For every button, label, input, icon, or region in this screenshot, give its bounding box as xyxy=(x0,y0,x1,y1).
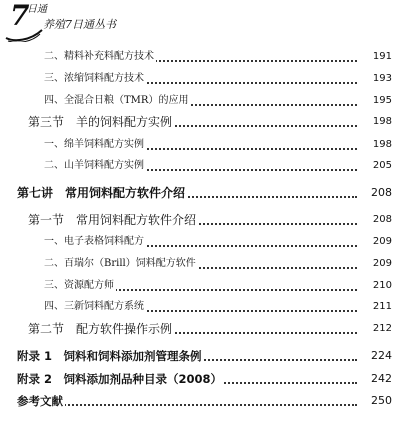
toc-page-number: 198 xyxy=(372,116,392,127)
toc-entry-title: 四、全混合日粮（TMR）的应用 xyxy=(44,91,190,111)
toc-page-number: 198 xyxy=(372,139,392,150)
toc-entry-title: 三、浓缩饲料配方技术 xyxy=(44,69,146,89)
toc-page-number: 209 xyxy=(372,258,392,269)
toc-entry xyxy=(0,210,412,230)
toc-page-number: 242 xyxy=(371,372,392,385)
toc-page-number: 191 xyxy=(372,51,392,62)
toc-entry xyxy=(0,183,412,203)
toc-leader-dots xyxy=(17,404,357,406)
toc-entry-title: 第二节 配方软件操作示例 xyxy=(28,319,174,339)
toc-entry xyxy=(0,232,412,252)
toc-page-number: 205 xyxy=(372,160,392,171)
toc-entry xyxy=(0,369,412,389)
toc-page-number: 211 xyxy=(372,301,392,312)
toc-entry-title: 第三节 羊的饲料配方实例 xyxy=(28,112,174,132)
toc-entry-title: 二、山羊饲料配方实例 xyxy=(44,156,146,176)
toc-entry xyxy=(0,254,412,274)
toc-entry xyxy=(0,112,412,132)
toc-page-number: 195 xyxy=(372,95,392,106)
toc-page-number: 212 xyxy=(372,323,392,334)
toc-entry-title: 四、三新饲料配方系统 xyxy=(44,297,146,317)
toc-entry-title: 二、精料补充料配方技术 xyxy=(44,47,156,67)
toc-entry-title: 附录 2 饲料添加剂品种目录（2008） xyxy=(17,369,224,389)
toc-entry xyxy=(0,391,412,411)
toc-entry xyxy=(0,69,412,89)
toc-page-number: 208 xyxy=(372,214,392,225)
toc-entry-title: 一、绵羊饲料配方实例 xyxy=(44,135,146,155)
series-header xyxy=(0,0,412,44)
toc-entry xyxy=(0,276,412,296)
toc-entry xyxy=(0,47,412,67)
toc-entry-title: 二、百瑞尔（Brill）饲料配方软件 xyxy=(44,254,198,274)
toc-entry xyxy=(0,319,412,339)
series-logo-number: 7 xyxy=(10,0,30,32)
toc-page-number: 224 xyxy=(371,349,392,362)
toc-entry xyxy=(0,135,412,155)
toc-page-number: 250 xyxy=(371,394,392,407)
toc-entry xyxy=(0,91,412,111)
toc-entry-title: 三、资源配方师 xyxy=(44,276,116,296)
toc-entry-title: 附录 1 饲料和饲料添加剂管理条例 xyxy=(17,346,204,366)
toc-entry-title: 参考文献 xyxy=(17,391,65,411)
toc-entry xyxy=(0,346,412,366)
toc-page-number: 193 xyxy=(372,73,392,84)
toc-page-number: 208 xyxy=(371,186,392,199)
toc-entry xyxy=(0,297,412,317)
toc-entry-title: 第七讲 常用饲料配方软件介绍 xyxy=(17,183,187,203)
toc-page-number: 210 xyxy=(372,280,392,291)
series-logo-top-text: 日通 xyxy=(27,4,47,15)
toc-page-number: 209 xyxy=(372,236,392,247)
series-title: 养殖7日通丛书 xyxy=(43,18,116,31)
toc-entry-title: 一、电子表格饲料配方 xyxy=(44,232,146,252)
toc-entry xyxy=(0,156,412,176)
toc-entry-title: 第一节 常用饲料配方软件介绍 xyxy=(28,210,198,230)
